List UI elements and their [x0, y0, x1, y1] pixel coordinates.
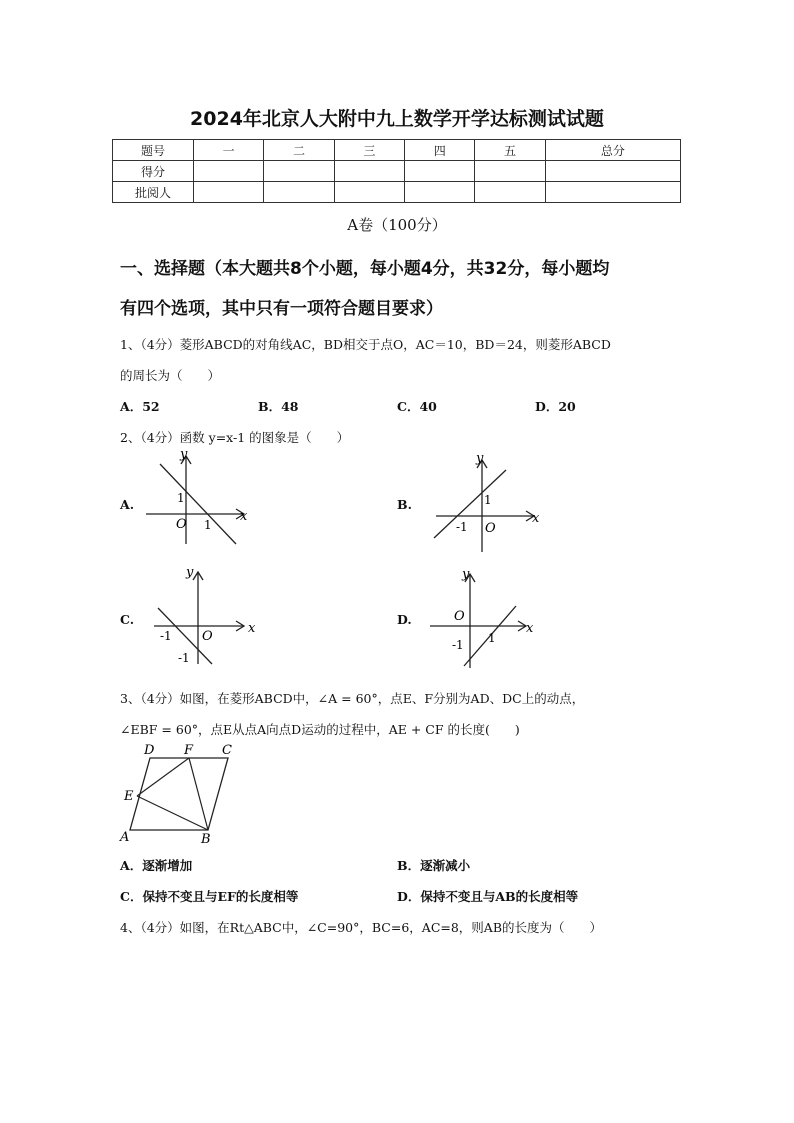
q1-option-b: B．48: [258, 399, 299, 414]
score-table-row: [113, 182, 681, 203]
score-cell: [334, 182, 404, 203]
q2-graph-a: [140, 450, 260, 550]
q1-option-d: D．20: [535, 399, 576, 414]
q2-graph-c: [148, 564, 263, 669]
score-cell: 五: [475, 140, 545, 161]
score-cell: [264, 161, 334, 182]
segment-fb: [189, 758, 208, 830]
x-intercept-label: -1: [160, 629, 172, 643]
point-f-label: F: [184, 743, 194, 758]
score-cell: [334, 161, 404, 182]
q3-option-a: A．逐渐增加: [120, 858, 193, 873]
score-table: [112, 139, 681, 203]
x-intercept-label: 1: [204, 518, 212, 532]
q1-stem-line1: 1、（4分）菱形ABCD的对角线AC，BD相交于点O，AC＝10，BD＝24，则菱形ABCD: [120, 337, 611, 352]
score-cell: 得分: [113, 161, 194, 182]
section-a-heading: A卷（100分）: [347, 216, 447, 234]
y-label: y: [476, 452, 484, 466]
score-cell: 四: [405, 140, 475, 161]
score-cell: [194, 182, 264, 203]
y-intercept-label: -1: [178, 651, 190, 665]
q2-graph-d: [428, 566, 548, 671]
score-cell: [194, 161, 264, 182]
score-cell: 三: [334, 140, 404, 161]
q3-stem-line1: 3、（4分）如图，在菱形ABCD中，∠A = 60°，点E、F分别为AD、DC上的动点，: [120, 691, 585, 706]
origin-label: O: [202, 629, 213, 644]
q2-option-b-label: B.: [397, 497, 412, 512]
score-cell: 二: [264, 140, 334, 161]
segment-eb: [137, 796, 208, 830]
q2-graph-b: [430, 452, 550, 552]
q3-rhombus-figure: [116, 740, 246, 850]
rhombus-abcd: [130, 758, 228, 830]
exam-title: 2024年北京人大附中九上数学开学达标测试试题: [190, 108, 604, 130]
y-label: y: [462, 567, 470, 582]
q3-stem-line2: ∠EBF = 60°，点E从点A向点D运动的过程中，AE + CF 的长度( ): [120, 722, 520, 737]
q4-stem: 4、（4分）如图，在Rt△ABC中，∠C=90°，BC=6，AC=8，则AB的长度为（ ）: [120, 920, 603, 935]
score-table-header-row: [113, 140, 681, 161]
x-label: x: [240, 509, 248, 524]
y-label: y: [186, 565, 194, 580]
q2-option-c-label: C.: [120, 612, 135, 627]
origin-label: O: [454, 609, 465, 624]
q1-option-a: A．52: [120, 399, 160, 414]
function-line: [160, 464, 236, 544]
score-cell: 一: [194, 140, 264, 161]
x-label: x: [248, 621, 256, 636]
score-cell: 批阅人: [113, 182, 194, 203]
q2-stem: 2、（4分）函数 y=x-1 的图象是（ ）: [120, 430, 350, 445]
score-cell: 题号: [113, 140, 194, 161]
score-cell: [475, 182, 545, 203]
score-cell: [264, 182, 334, 203]
q2-option-d-label: D.: [397, 612, 412, 627]
point-b-label: B: [201, 832, 211, 847]
origin-label: O: [176, 517, 187, 532]
q3-option-c: C．保持不变且与EF的长度相等: [120, 889, 299, 904]
y-intercept-label: -1: [452, 638, 464, 652]
score-cell: [545, 161, 680, 182]
score-cell: [405, 161, 475, 182]
q3-option-b: B．逐渐减小: [397, 858, 471, 873]
x-intercept-label: -1: [456, 520, 468, 534]
point-e-label: E: [124, 789, 134, 804]
point-d-label: D: [144, 743, 155, 758]
q2-option-a-label: A.: [120, 497, 135, 512]
score-cell: [405, 182, 475, 203]
y-intercept-label: 1: [484, 493, 492, 507]
q1-stem-line2: 的周长为（ ）: [120, 368, 221, 383]
q3-option-d: D．保持不变且与AB的长度相等: [397, 889, 579, 904]
y-label: y: [180, 450, 188, 462]
score-cell: [545, 182, 680, 203]
part1-heading-line2: 有四个选项，其中只有一项符合题目要求）: [120, 299, 443, 319]
q1-option-c: C．40: [397, 399, 437, 414]
score-cell: 总分: [545, 140, 680, 161]
part1-heading-line1: 一、选择题（本大题共8个小题，每小题4分，共32分，每小题均: [120, 259, 610, 279]
origin-label: O: [485, 521, 496, 536]
score-table-row: [113, 161, 681, 182]
y-intercept-label: 1: [177, 491, 185, 505]
score-cell: [475, 161, 545, 182]
point-a-label: A: [120, 830, 130, 845]
x-label: x: [532, 511, 540, 526]
x-label: x: [526, 621, 534, 636]
point-c-label: C: [222, 743, 232, 758]
x-intercept-label: 1: [488, 631, 496, 645]
